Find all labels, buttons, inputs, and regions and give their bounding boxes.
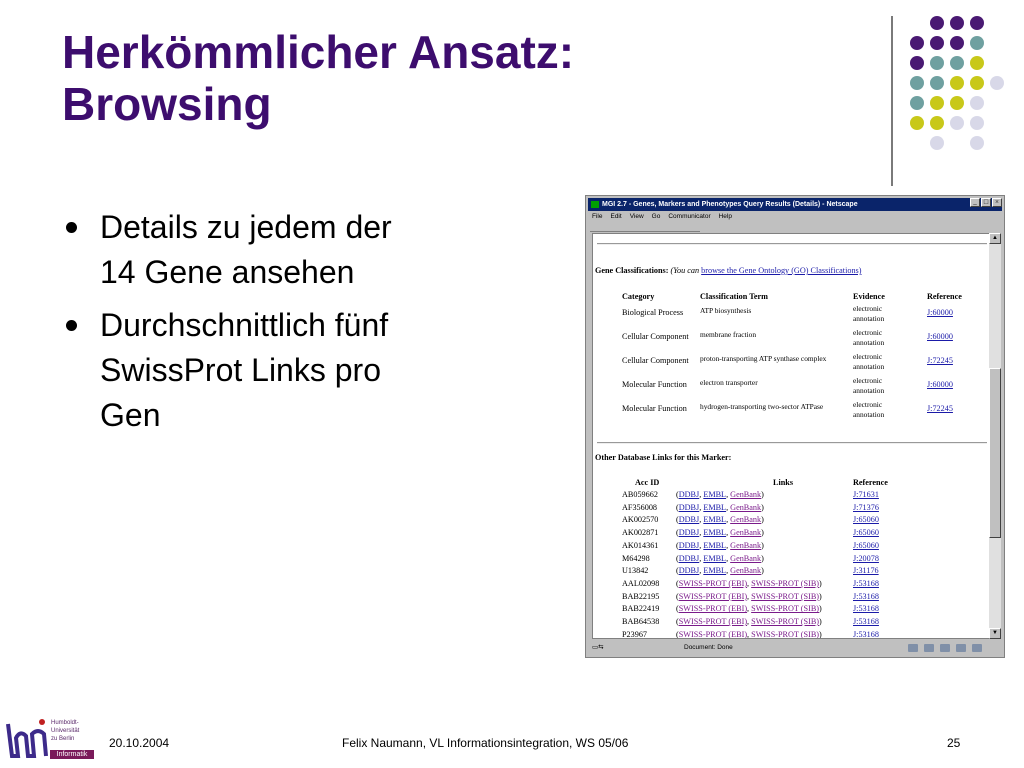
db-link[interactable]: GenBank [730, 566, 762, 576]
decorative-dot [950, 116, 964, 130]
db-reference-link[interactable]: J:71631 [853, 490, 879, 499]
db-link[interactable]: EMBL [703, 502, 727, 512]
db-links-cell: (DDBJ, EMBL, GenBank) [676, 502, 764, 512]
maximize-icon[interactable]: □ [981, 198, 991, 207]
db-column-header: Reference [853, 478, 888, 487]
db-reference-link[interactable]: J:65060 [853, 528, 879, 538]
db-link[interactable]: EMBL [703, 540, 727, 550]
db-acc-id: M64298 [622, 553, 650, 563]
status-icons [908, 644, 982, 652]
decorative-dot [990, 76, 1004, 90]
menu-item-view[interactable]: View [629, 213, 644, 220]
db-link[interactable]: SWISS-PROT (SIB) [751, 578, 820, 588]
db-link[interactable]: DDBJ [678, 566, 700, 576]
db-link[interactable]: EMBL [703, 528, 727, 538]
browser-title-bar [588, 198, 1002, 211]
gc-reference-link[interactable]: J:60000 [927, 308, 953, 317]
hu-logo-icon [4, 716, 50, 762]
db-link[interactable]: EMBL [703, 566, 727, 576]
bullet-list [62, 205, 502, 446]
db-link[interactable]: SWISS-PROT (EBI) [678, 578, 748, 588]
slide-title-line-2: Browsing [62, 78, 272, 130]
menu-item-help[interactable]: Help [718, 213, 732, 220]
gc-evidence: annotation [853, 362, 885, 371]
db-reference-link[interactable]: J:53168 [853, 617, 879, 626]
gc-evidence: electronic [853, 352, 883, 361]
db-links-cell: (DDBJ, EMBL, GenBank) [676, 540, 764, 550]
gc-category: Biological Process [622, 308, 684, 317]
db-link[interactable]: SWISS-PROT (SIB) [751, 617, 820, 626]
db-acc-id: AK002570 [622, 515, 659, 525]
db-acc-id: U13842 [622, 566, 649, 576]
db-links-cell: (DDBJ, EMBL, GenBank) [676, 528, 764, 538]
logo-line-2: Universität [51, 728, 80, 734]
bullet-text-line: Gen [100, 397, 161, 433]
browse-go-link[interactable]: browse the Gene Ontology (GO) Classifications) [701, 266, 862, 275]
db-acc-id: BAB22419 [622, 604, 660, 614]
db-link[interactable]: SWISS-PROT (EBI) [678, 629, 748, 639]
db-links-cell: (DDBJ, EMBL, GenBank) [676, 566, 764, 576]
gc-evidence: annotation [853, 410, 885, 419]
db-link[interactable]: SWISS-PROT (EBI) [678, 591, 748, 601]
close-icon[interactable]: × [992, 198, 1002, 207]
gene-classifications-header [595, 266, 861, 275]
decorative-dot [910, 36, 924, 50]
db-acc-id: AB059662 [622, 490, 658, 499]
logo-line-1: Humboldt- [51, 720, 79, 726]
component-icon[interactable] [908, 644, 918, 652]
db-link[interactable]: DDBJ [678, 490, 700, 499]
bullet-dot-icon [66, 320, 77, 331]
gc-category: Molecular Function [622, 404, 687, 413]
db-acc-id: AK014361 [622, 540, 659, 550]
logo-department: Informatik [50, 750, 94, 759]
netscape-icon [591, 201, 599, 208]
decorative-dot [970, 96, 984, 110]
decorative-dot [970, 36, 984, 50]
decorative-dot [970, 56, 984, 70]
slide-title [62, 26, 862, 130]
gc-term: membrane fraction [700, 330, 757, 339]
decorative-dot [930, 16, 944, 30]
gc-category: Molecular Function [622, 380, 687, 389]
gc-reference-link[interactable]: J:72245 [927, 404, 953, 413]
bullet-item [62, 205, 502, 295]
db-reference-link[interactable]: J:65060 [853, 515, 879, 525]
gc-evidence: electronic [853, 376, 883, 385]
db-link[interactable]: GenBank [730, 528, 762, 538]
decorative-dot [930, 96, 944, 110]
db-links-cell: (SWISS-PROT (EBI), SWISS-PROT (SIB)) [676, 578, 822, 588]
db-link[interactable]: DDBJ [678, 502, 700, 512]
gc-column-header: Category [622, 292, 655, 301]
gc-term: hydrogen-transporting two-sector ATPase [700, 402, 824, 411]
gc-reference-link[interactable]: J:60000 [927, 380, 953, 389]
bullet-dot-icon [66, 222, 77, 233]
security-icon[interactable]: ▭⇆ [592, 644, 604, 651]
db-links-cell: (SWISS-PROT (EBI), SWISS-PROT (SIB)) [676, 629, 822, 639]
decorative-dot [930, 36, 944, 50]
db-reference-link[interactable]: J:53168 [853, 629, 879, 639]
window-controls [970, 198, 1002, 207]
db-acc-id: AF356008 [622, 502, 658, 512]
gc-reference-link[interactable]: J:60000 [927, 332, 953, 341]
db-column-header: Links [773, 478, 794, 487]
db-link[interactable]: GenBank [730, 490, 762, 499]
db-reference-link[interactable]: J:71376 [853, 502, 879, 512]
db-links-cell: (DDBJ, EMBL, GenBank) [676, 490, 764, 499]
gc-evidence: annotation [853, 314, 885, 323]
db-acc-id: AAL02098 [622, 578, 660, 588]
db-links-cell: (DDBJ, EMBL, GenBank) [676, 515, 764, 525]
university-logo [4, 716, 94, 762]
decorative-dot [970, 76, 984, 90]
db-reference-link[interactable]: J:53168 [853, 578, 879, 588]
gc-term: electron transporter [700, 378, 758, 387]
browser-window-screenshot [585, 195, 1005, 658]
gc-category: Cellular Component [622, 356, 689, 365]
db-link[interactable]: DDBJ [678, 553, 700, 563]
decorative-dot [930, 76, 944, 90]
decorative-dot [950, 36, 964, 50]
scroll-down-icon[interactable]: ▼ [989, 628, 1001, 639]
db-reference-link[interactable]: J:20078 [853, 553, 879, 563]
bullet-text-line: Details zu jedem der [100, 209, 392, 245]
decorative-dot [950, 76, 964, 90]
db-link[interactable]: EMBL [703, 490, 727, 499]
decorative-dot [950, 16, 964, 30]
gene-classifications-intro: (You can [670, 266, 700, 275]
browser-menu-bar [588, 212, 1002, 222]
db-link[interactable]: DDBJ [678, 528, 700, 538]
db-link[interactable]: GenBank [730, 515, 762, 525]
db-link[interactable]: EMBL [703, 553, 727, 563]
db-links-cell: (SWISS-PROT (EBI), SWISS-PROT (SIB)) [676, 591, 822, 601]
gc-column-header: Reference [927, 292, 962, 301]
db-link[interactable]: GenBank [730, 502, 762, 512]
db-link[interactable]: DDBJ [678, 540, 700, 550]
menu-item-communicator[interactable]: Communicator [668, 213, 711, 220]
gc-evidence: annotation [853, 386, 885, 395]
db-column-header: Acc ID [635, 478, 660, 487]
footer-page-number: 25 [947, 736, 961, 750]
divider [597, 442, 987, 444]
decorative-dot [930, 116, 944, 130]
minimize-icon[interactable]: _ [970, 198, 980, 207]
logo-line-3: zu Berlin [51, 736, 75, 742]
db-link[interactable]: GenBank [730, 540, 762, 550]
gc-evidence: annotation [853, 338, 885, 347]
slide-title-line-1: Herkömmlicher Ansatz: [62, 26, 575, 78]
db-link[interactable]: EMBL [703, 515, 727, 525]
db-links-cell: (SWISS-PROT (EBI), SWISS-PROT (SIB)) [676, 604, 822, 614]
db-link[interactable]: SWISS-PROT (EBI) [678, 604, 748, 614]
vertical-scrollbar[interactable] [989, 233, 1001, 639]
db-links-heading: Other Database Links for this Marker: [595, 453, 732, 462]
db-acc-id: AK002871 [622, 528, 659, 538]
db-links-cell: (DDBJ, EMBL, GenBank) [676, 553, 764, 563]
decorative-dot [970, 116, 984, 130]
browser-status-bar [588, 641, 1002, 655]
decorative-dot [910, 56, 924, 70]
db-reference-link[interactable]: J:65060 [853, 540, 879, 550]
db-reference-link[interactable]: J:31176 [853, 566, 879, 576]
toolbar-strip [590, 223, 700, 232]
gc-evidence: electronic [853, 304, 883, 313]
gc-term: proton-transporting ATP synthase complex [700, 354, 827, 363]
db-link[interactable]: SWISS-PROT (SIB) [751, 591, 820, 601]
footer-author: Felix Naumann, VL Informationsintegration, WS 05/06 [342, 736, 629, 750]
db-reference-link[interactable]: J:53168 [853, 604, 879, 614]
db-acc-id: P23967 [622, 629, 648, 639]
divider [597, 243, 987, 245]
db-link[interactable]: SWISS-PROT (EBI) [678, 617, 748, 626]
decorative-dot [910, 96, 924, 110]
db-acc-id: BAB22195 [622, 591, 660, 601]
menu-item-edit[interactable]: Edit [610, 213, 622, 220]
scroll-thumb[interactable] [989, 368, 1001, 538]
decorative-dot [910, 76, 924, 90]
mail-icon[interactable] [924, 644, 934, 652]
db-link[interactable]: SWISS-PROT (SIB) [751, 604, 820, 614]
news-icon[interactable] [940, 644, 950, 652]
gc-evidence: electronic [853, 328, 883, 337]
menu-item-go[interactable]: Go [651, 213, 661, 220]
status-text: Document: Done [684, 644, 733, 651]
db-reference-link[interactable]: J:53168 [853, 591, 879, 601]
decorative-dot [930, 136, 944, 150]
gc-reference-link[interactable]: J:72245 [927, 356, 953, 365]
bullet-text-line: 14 Gene ansehen [100, 254, 355, 290]
bullet-text-line: Durchschnittlich fünf [100, 307, 389, 343]
gc-column-header: Classification Term [700, 292, 769, 301]
gene-classifications-heading: Gene Classifications: [595, 266, 669, 275]
db-link[interactable]: GenBank [730, 553, 762, 563]
db-link[interactable]: DDBJ [678, 515, 700, 525]
decorative-dot [950, 96, 964, 110]
composer-icon[interactable] [956, 644, 966, 652]
db-links-cell: (SWISS-PROT (EBI), SWISS-PROT (SIB)) [676, 617, 822, 626]
decorative-dot [910, 116, 924, 130]
decorative-dot [950, 56, 964, 70]
menu-item-file[interactable]: File [592, 213, 603, 220]
bullet-item [62, 303, 502, 438]
decorative-divider [891, 16, 893, 186]
bullet-text-line: SwissProt Links pro [100, 352, 381, 388]
gc-term: ATP biosynthesis [700, 306, 752, 315]
gc-column-header: Evidence [853, 292, 885, 301]
browser-title-text: MGI 2.7 - Genes, Markers and Phenotypes Query Results (Details) - Netscape [602, 201, 858, 208]
decorative-dot [970, 16, 984, 30]
decorative-dot [930, 56, 944, 70]
decorative-dot [970, 136, 984, 150]
page-content [592, 233, 992, 639]
db-link[interactable]: SWISS-PROT (SIB) [751, 629, 820, 639]
footer-date: 20.10.2004 [109, 736, 170, 750]
offline-icon[interactable] [972, 644, 982, 652]
scroll-up-icon[interactable]: ▲ [989, 233, 1001, 244]
gc-category: Cellular Component [622, 332, 689, 341]
db-acc-id: BAB64538 [622, 617, 660, 626]
gc-evidence: electronic [853, 400, 883, 409]
